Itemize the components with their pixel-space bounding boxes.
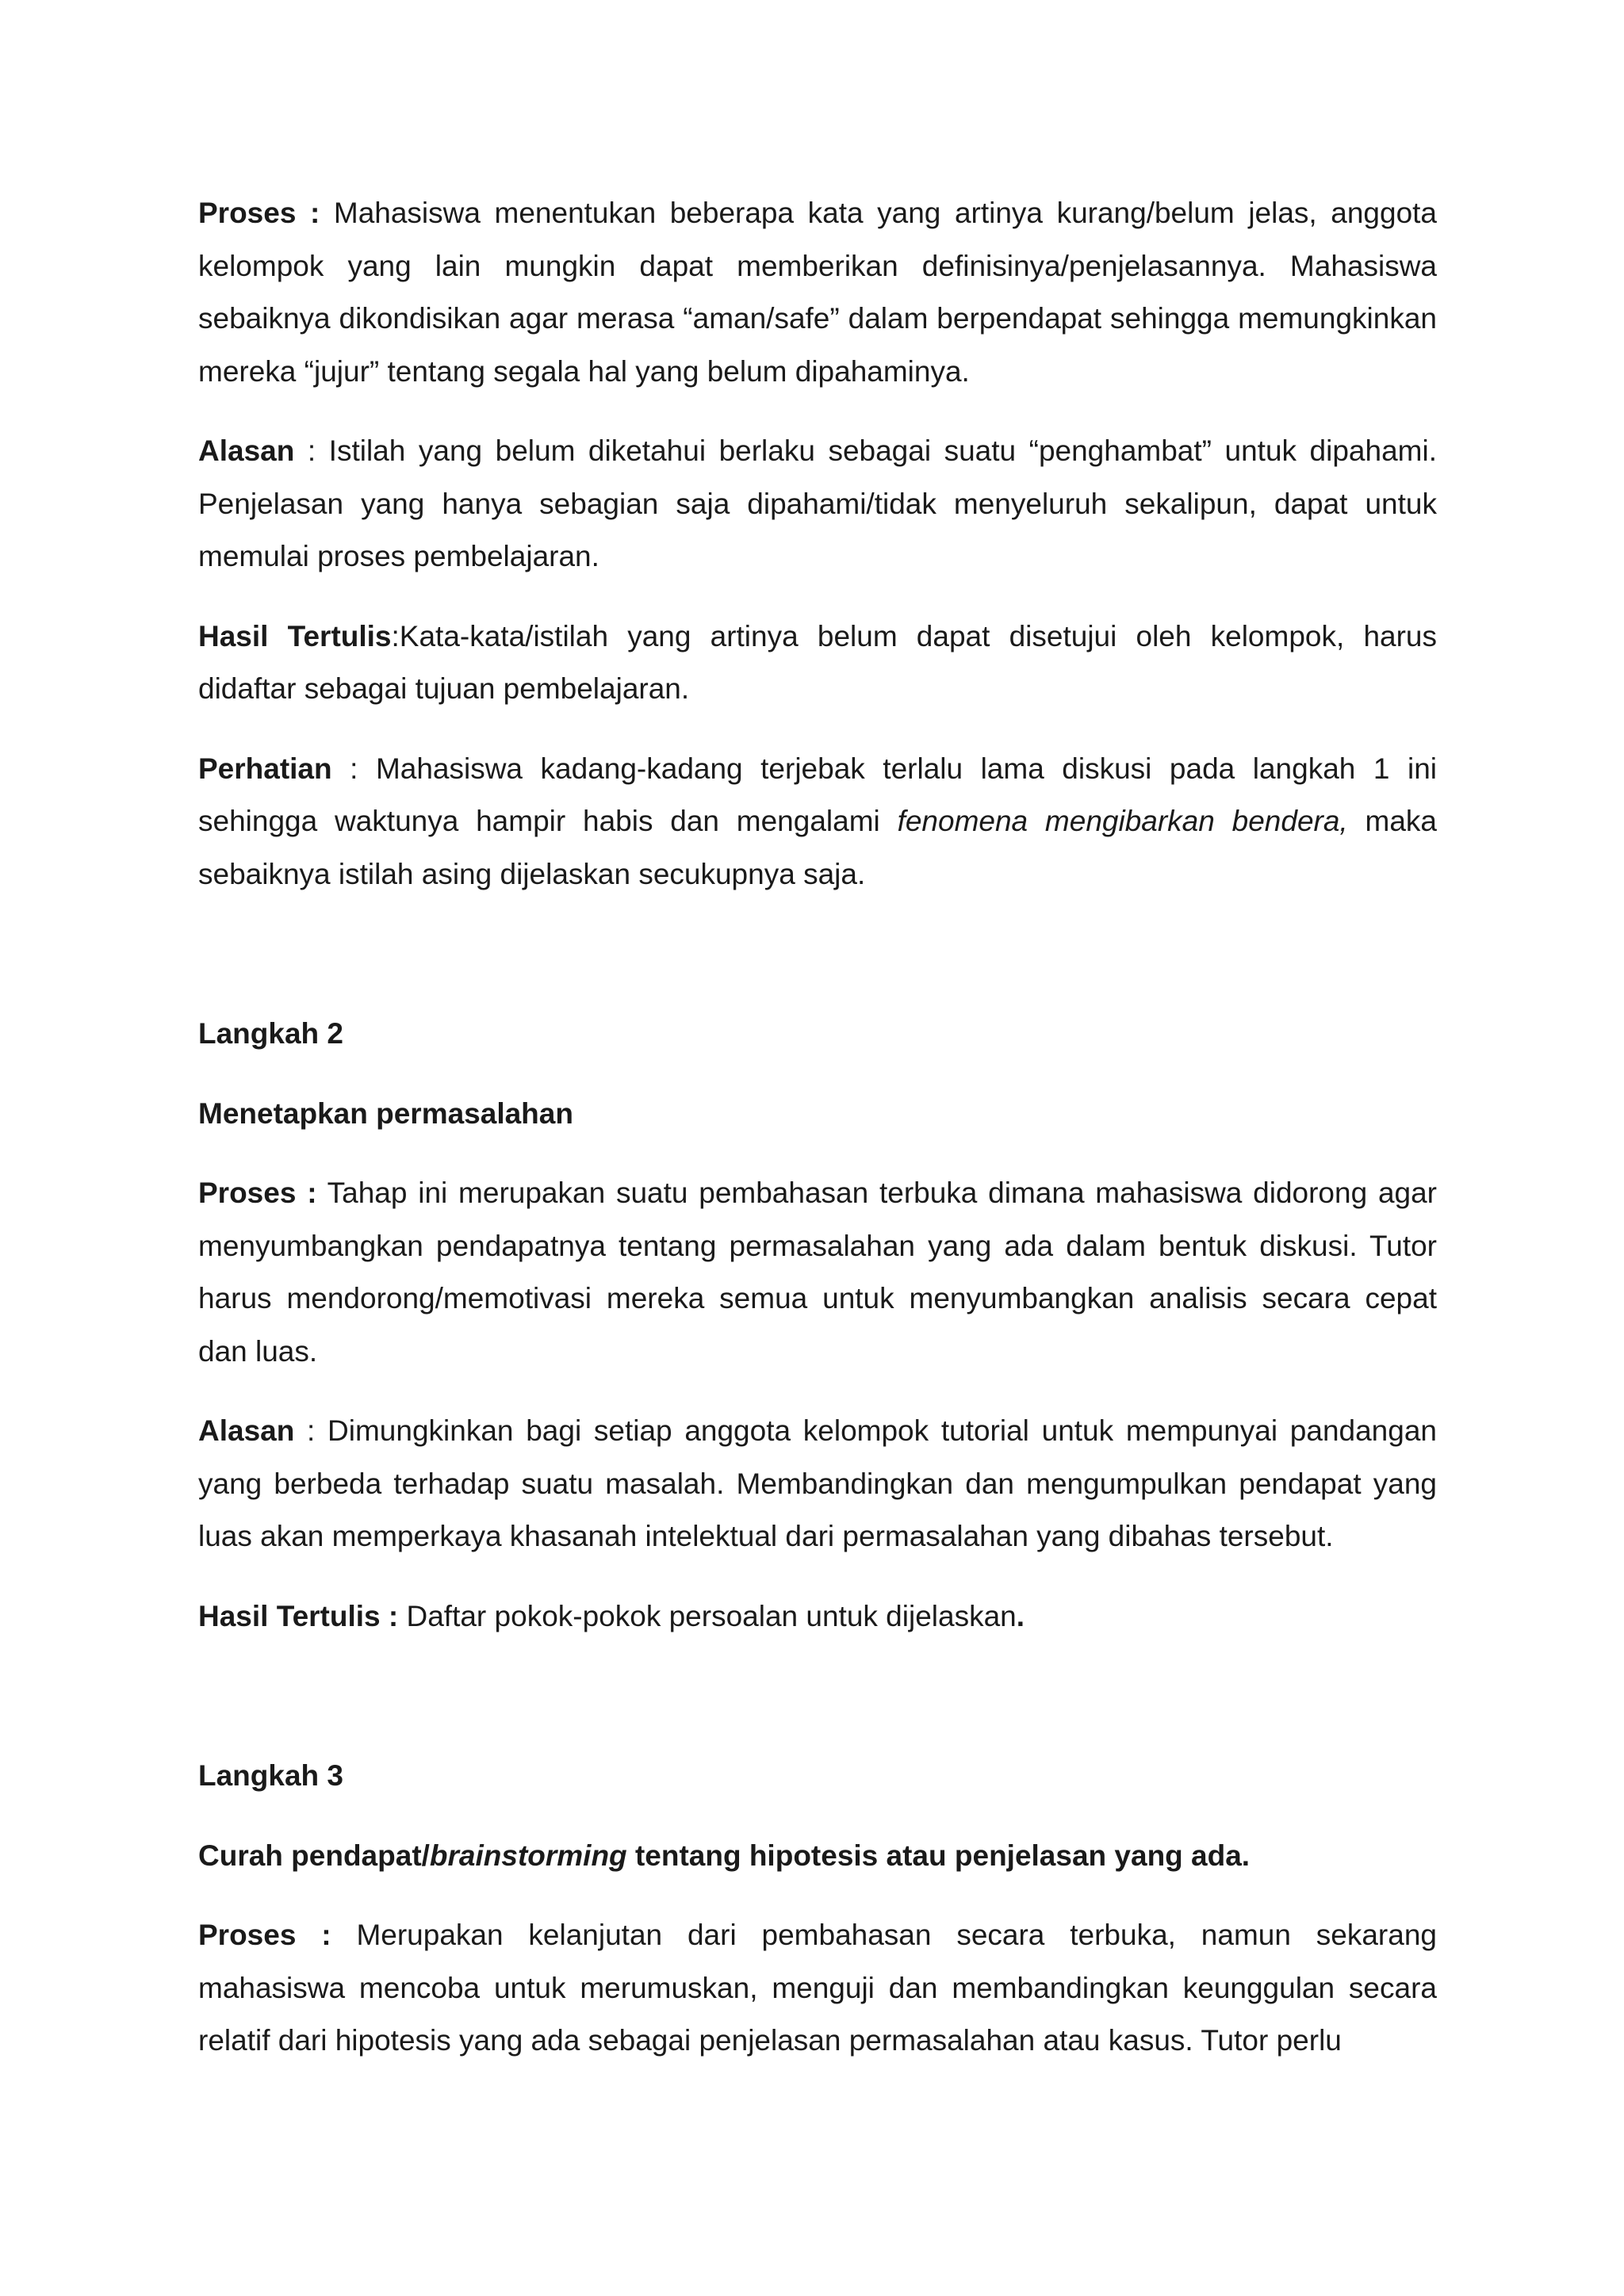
paragraph-hasil-tertulis-step1 <box>198 610 1437 716</box>
label-proses: Proses : <box>198 197 320 229</box>
italic-brainstorming: brainstorming <box>429 1839 627 1872</box>
trailing-period: . <box>1016 1599 1025 1632</box>
paragraph-proses-step3 <box>198 1909 1437 2068</box>
title-text: Curah pendapat/ <box>198 1839 430 1872</box>
paragraph-hasil-tertulis-step2 <box>198 1590 1437 1644</box>
label-alasan: Alasan <box>198 434 295 467</box>
paragraph-proses-step1 <box>198 187 1437 398</box>
document-page <box>198 187 1437 2068</box>
italic-phrase: fenomena mengibarkan bendera, <box>897 805 1348 837</box>
label-hasil-tertulis: Hasil Tertulis : <box>198 1599 399 1632</box>
paragraph-text: Daftar pokok-pokok persoalan untuk dijelaskan <box>398 1599 1017 1632</box>
paragraph-text: : Istilah yang belum diketahui berlaku sebagai suatu “penghambat” untuk dipahami. Penjelasan yang hanya sebagian saja dipahami/tidak menyeluruh sekalipun, dapat untuk memulai proses pembelajaran. <box>198 434 1437 572</box>
title-curah-pendapat <box>198 1830 1437 1883</box>
paragraph-perhatian-step1 <box>198 743 1437 901</box>
label-alasan: Alasan <box>198 1414 295 1447</box>
paragraph-text: Mahasiswa menentukan beberapa kata yang artinya kurang/belum jelas, anggota kelompok yang lain mungkin dapat memberikan definisinya/penjelasannya. Mahasiswa sebaiknya dikondisikan agar merasa “aman/safe” dalam berpendapat sehingga memungkinkan mereka “jujur” tentang segala hal yang belum dipahaminya. <box>198 197 1438 388</box>
heading-langkah-3: Langkah 3 <box>198 1759 343 1792</box>
paragraph-alasan-step1 <box>198 425 1437 584</box>
title-text: tentang hipotesis atau penjelasan yang ada. <box>626 1839 1251 1872</box>
label-proses: Proses : <box>198 1919 331 1951</box>
paragraph-text: Tahap ini merupakan suatu pembahasan terbuka dimana mahasiswa didorong agar menyumbangkan pendapatnya tentang permasalahan yang ada dalam bentuk diskusi. Tutor harus mendorong/memotivasi mereka semua untuk menyumbangkan analisis secara cepat dan luas. <box>198 1177 1438 1368</box>
heading-langkah-2: Langkah 2 <box>198 1017 343 1050</box>
label-proses: Proses : <box>198 1177 317 1209</box>
label-hasil-tertulis: Hasil Tertulis <box>198 619 392 652</box>
paragraph-text: : Mahasiswa kadang-kadang terjebak terlalu lama diskusi pada langkah 1 ini sehingga waktunya hampir habis dan mengalami <box>198 752 1437 837</box>
paragraph-text: Merupakan kelanjutan dari pembahasan secara terbuka, namun sekarang mahasiswa mencoba untuk merumuskan, menguji dan membandingkan keunggulan secara relatif dari hipotesis yang ada sebagai penjelasan permasalahan atau kasus. Tutor perlu <box>198 1919 1437 2057</box>
title-menetapkan-permasalahan: Menetapkan permasalahan <box>198 1096 573 1130</box>
paragraph-proses-step2 <box>198 1167 1437 1378</box>
label-perhatian: Perhatian <box>198 752 332 785</box>
paragraph-text: :Kata-kata/istilah yang artinya belum dapat disetujui oleh kelompok, harus didaftar sebagai tujuan pembelajaran. <box>198 619 1438 705</box>
paragraph-alasan-step2 <box>198 1405 1437 1563</box>
paragraph-text: maka sebaiknya istilah asing dijelaskan secukupnya saja. <box>198 805 1437 890</box>
paragraph-text: : Dimungkinkan bagi setiap anggota kelompok tutorial untuk mempunyai pandangan yang berbeda terhadap suatu masalah. Membandingkan dan mengumpulkan pendapat yang luas akan memperkaya khasanah intelektual dari permasalahan yang dibahas tersebut. <box>198 1414 1437 1552</box>
